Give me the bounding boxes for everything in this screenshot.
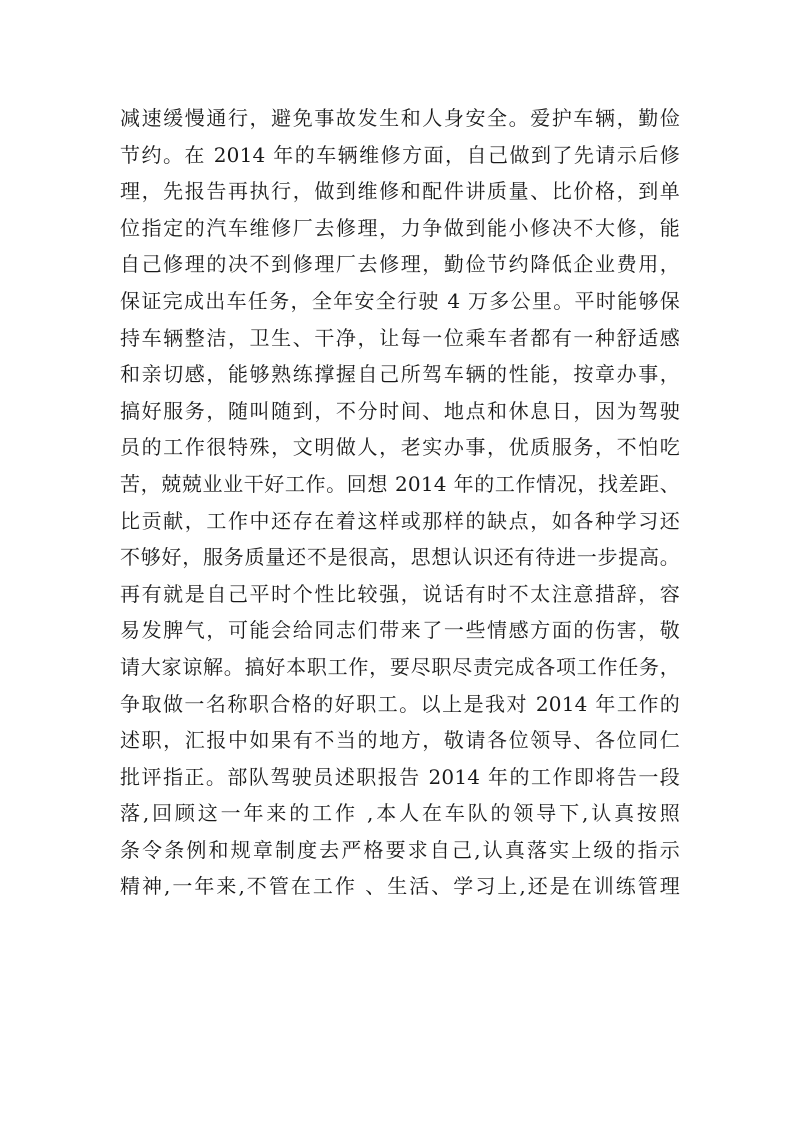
text-line: 保证完成出车任务，全年安全行驶 4 万多公里。平时能够保 (120, 288, 680, 313)
text-line: 落,回顾这一年来的工作 ,本人在车队的领导下,认真按照 (120, 801, 680, 826)
text-line: 节约。在 2014 年的车辆维修方面，自己做到了先请示后修 (120, 142, 680, 167)
text-line: 比贡献，工作中还存在着这样或那样的缺点，如各种学习还 (120, 508, 680, 533)
text-line: 员的工作很特殊，文明做人，老实办事，优质服务，不怕吃 (120, 435, 680, 460)
text-line: 精神,一年来,不管在工作 、生活、学习上,还是在训练管理 (120, 874, 680, 899)
text-line: 述职，汇报中如果有不当的地方，敬请各位领导、各位同仁 (120, 728, 680, 753)
text-line: 减速缓慢通行，避免事故发生和人身安全。爱护车辆，勤俭 (120, 106, 680, 130)
text-line: 批评指正。部队驾驶员述职报告 2014 年的工作即将告一段 (120, 764, 680, 789)
text-line: 再有就是自己平时个性比较强，说话有时不太注意措辞，容 (120, 581, 680, 606)
text-line: 搞好服务，随叫随到，不分时间、地点和休息日，因为驾驶 (120, 398, 680, 423)
text-line: 不够好，服务质量还不是很高，思想认识还有待进一步提高。 (120, 545, 680, 570)
text-line: 和亲切感，能够熟练撑握自己所驾车辆的性能，按章办事， (120, 362, 680, 387)
text-line: 位指定的汽车维修厂去修理，力争做到能小修决不大修，能 (120, 215, 680, 240)
text-line: 自己修理的决不到修理厂去修理，勤俭节约降低企业费用， (120, 252, 680, 277)
text-line: 条令条例和规章制度去严格要求自己,认真落实上级的指示 (120, 837, 680, 862)
text-line: 争取做一名称职合格的好职工。以上是我对 2014 年工作的 (120, 691, 680, 716)
text-line: 苦，兢兢业业干好工作。回想 2014 年的工作情况，找差距、 (120, 471, 680, 496)
text-line: 请大家谅解。搞好本职工作，要尽职尽责完成各项工作任务， (120, 654, 680, 679)
text-line: 持车辆整洁，卫生、干净，让每一位乘车者都有一种舒适感 (120, 325, 680, 350)
body-text (120, 100, 680, 905)
text-line: 理，先报告再执行，做到维修和配件讲质量、比价格，到单 (120, 179, 680, 204)
text-line: 易发脾气，可能会给同志们带来了一些情感方面的伤害，敬 (120, 618, 680, 643)
